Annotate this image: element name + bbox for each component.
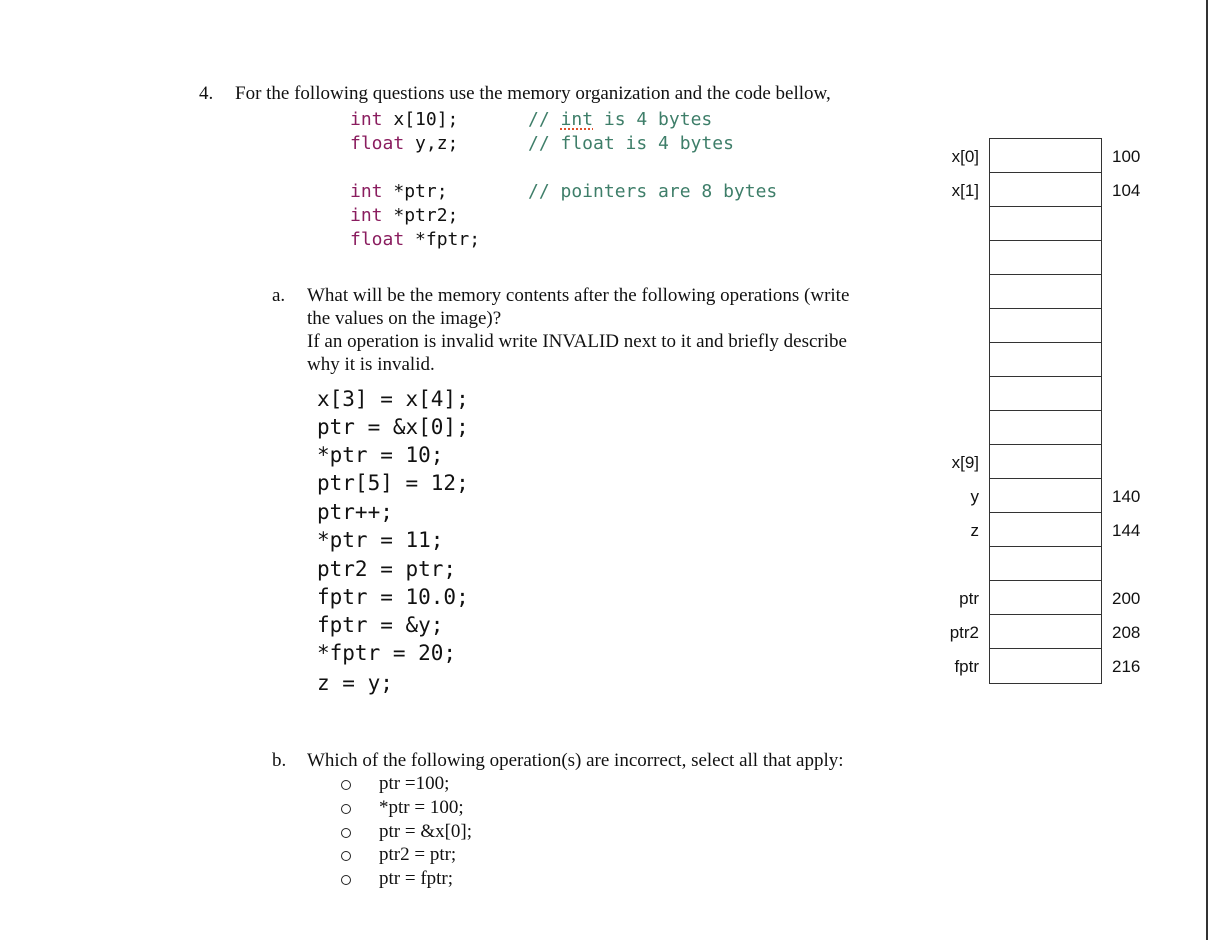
operation-line: z = y; [317, 671, 393, 695]
identifier: *ptr2; [382, 205, 459, 226]
part-a-text-line: If an operation is invalid write INVALID next to it and briefly describe [307, 331, 847, 352]
memory-cell[interactable] [990, 615, 1101, 649]
identifier: *ptr; [382, 181, 448, 202]
operation-line: *fptr = 20; [317, 641, 457, 665]
operation-line: *ptr = 11; [317, 528, 444, 552]
memory-cell[interactable] [990, 547, 1101, 581]
decl-line [350, 204, 458, 228]
memory-address: 200 [1112, 589, 1141, 608]
operation-line: x[3] = x[4]; [317, 387, 469, 411]
option-radio-icon[interactable] [341, 875, 351, 885]
option-label[interactable]: ptr = fptr; [379, 868, 454, 889]
keyword: int [350, 205, 383, 226]
decl-comment: // pointers are 8 bytes [528, 181, 778, 202]
part-b-prompt: Which of the following operation(s) are incorrect, select all that apply: [307, 750, 844, 771]
option-label[interactable]: *ptr = 100; [379, 797, 464, 818]
memory-label: y [970, 487, 979, 506]
decl-line [350, 132, 458, 156]
part-b-marker: b. [272, 750, 287, 771]
keyword: float [350, 229, 405, 250]
memory-cell[interactable] [990, 377, 1101, 411]
spellcheck-underlined-word: int [560, 109, 594, 130]
memory-cell[interactable] [990, 445, 1101, 479]
option-label[interactable]: ptr = &x[0]; [379, 821, 473, 842]
decl-line [350, 228, 480, 252]
part-a-text-line: why it is invalid. [307, 354, 435, 375]
memory-label: x[9] [951, 453, 979, 472]
memory-cell[interactable] [990, 411, 1101, 445]
memory-cell[interactable] [990, 207, 1101, 241]
memory-cell[interactable] [990, 275, 1101, 309]
memory-cell[interactable] [990, 479, 1101, 513]
operation-line: ptr[5] = 12; [317, 471, 469, 495]
memory-cell[interactable] [990, 241, 1101, 275]
memory-label: ptr2 [949, 623, 979, 642]
decl-line [350, 108, 458, 132]
memory-address: 100 [1112, 147, 1141, 166]
keyword: int [350, 109, 383, 130]
identifier: *fptr; [404, 229, 481, 250]
memory-cell[interactable] [990, 513, 1101, 547]
memory-cell[interactable] [990, 173, 1101, 207]
memory-address: 144 [1112, 521, 1141, 540]
memory-address: 216 [1112, 657, 1141, 676]
memory-column [989, 138, 1102, 684]
question-number: 4. [199, 83, 214, 104]
option-radio-icon[interactable] [341, 828, 351, 838]
memory-cell[interactable] [990, 581, 1101, 615]
memory-label: x[1] [951, 181, 979, 200]
memory-cell[interactable] [990, 343, 1101, 377]
question-prompt: For the following questions use the memory organization and the code bellow, [235, 83, 831, 104]
part-a-text-line: What will be the memory contents after the following operations (write [307, 285, 850, 306]
operation-line: ptr2 = ptr; [317, 557, 457, 581]
identifier: y,z; [404, 133, 459, 154]
operation-line: ptr = &x[0]; [317, 415, 469, 439]
memory-address: 208 [1112, 623, 1141, 642]
comment-text: is 4 bytes [593, 109, 713, 130]
decl-comment: // float is 4 bytes [528, 133, 734, 154]
operation-line: fptr = 10.0; [317, 585, 469, 609]
identifier: x[10]; [382, 109, 459, 130]
memory-label: fptr [954, 657, 979, 676]
part-a-marker: a. [272, 285, 286, 306]
memory-label: x[0] [951, 147, 979, 166]
operation-line: ptr++; [317, 500, 393, 524]
memory-label: ptr [959, 589, 979, 608]
keyword: float [350, 133, 405, 154]
option-radio-icon[interactable] [341, 780, 351, 790]
option-label[interactable]: ptr =100; [379, 773, 450, 794]
operation-line: *ptr = 10; [317, 443, 444, 467]
memory-cell[interactable] [990, 139, 1101, 173]
option-radio-icon[interactable] [341, 851, 351, 861]
memory-address: 140 [1112, 487, 1141, 506]
memory-label: z [970, 521, 979, 540]
memory-cell[interactable] [990, 649, 1101, 683]
decl-line [350, 180, 448, 204]
memory-cell[interactable] [990, 309, 1101, 343]
part-a-text-line: the values on the image)? [307, 308, 502, 329]
option-radio-icon[interactable] [341, 804, 351, 814]
decl-comment [528, 108, 712, 132]
comment-text: // [528, 109, 561, 130]
memory-address: 104 [1112, 181, 1141, 200]
option-label[interactable]: ptr2 = ptr; [379, 844, 457, 865]
operation-line: fptr = &y; [317, 613, 444, 637]
keyword: int [350, 181, 383, 202]
